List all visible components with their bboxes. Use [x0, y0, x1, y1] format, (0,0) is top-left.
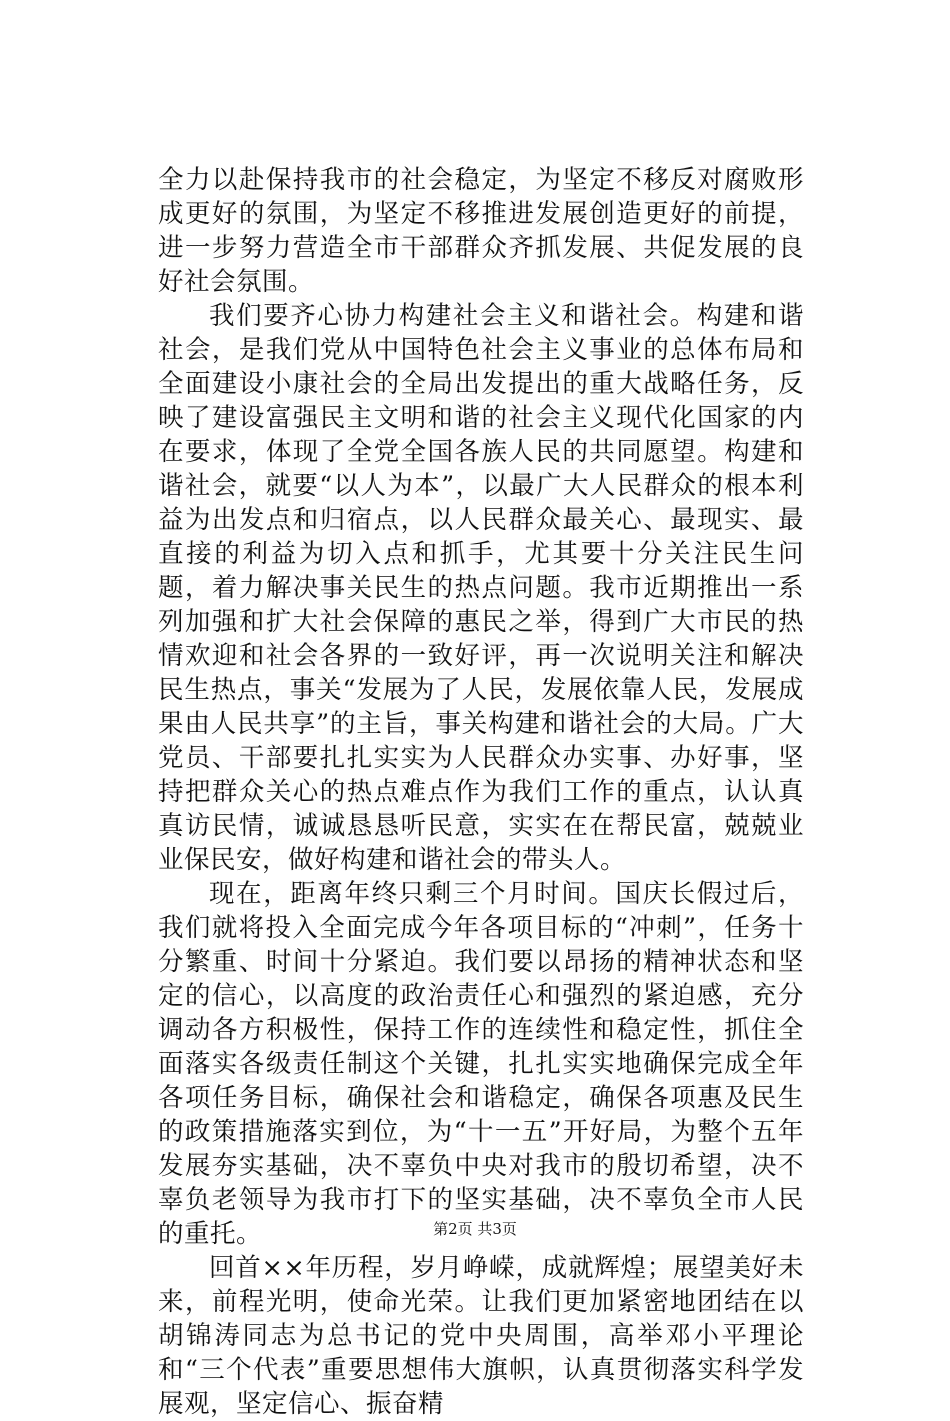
paragraph-1: 全力以赴保持我市的社会稳定，为坚定不移反对腐败形成更好的氛围，为坚定不移推进发展创造更好的前提，进一步努力营造全市干部群众齐抓发展、共促发展的良好社会氛围。: [158, 165, 804, 297]
paragraph-2: 我们要齐心协力构建社会主义和谐社会。构建和谐社会，是我们党从中国特色社会主义事业的总体布局和全面建设小康社会的全局出发提出的重大战略任务，反映了建设富强民主文明和谐的社会主义现代化国家的内在要求，体现了全党全国各族人民的共同愿望。构建和谐社会，就要“以人为本”，以最广大人民群众的根本利益为出发点和归宿点，以人民群众最关心、最现实、最直接的利益为切入点和抓手，尤其要十分关注民生问题，着力解决事关民生的热点问题。我市近期推出一系列加强和扩大社会保障的惠民之举，得到广大市民的热情欢迎和社会各界的一致好评，再一次说明关注和解决民生热点，事关“发展为了人民，发展依靠人民，发展成果由人民共享”的主旨，事关构建和谐社会的大局。广大党员、干部要扎扎实实为人民群众办实事、办好事，坚持把群众关心的热点难点作为我们工作的重点，认认真真访民情，诚诚恳恳听民意，实实在在帮民富，兢兢业业保民安，做好构建和谐社会的带头人。: [158, 301, 804, 875]
paragraph-4: 回首××年历程，岁月峥嵘，成就辉煌；展望美好未来，前程光明，使命光荣。让我们更加紧密地团结在以胡锦涛同志为总书记的党中央周围，高举邓小平理论和“三个代表”重要思想伟大旗帜，认真贯彻落实科学发展观，坚定信心、振奋精: [158, 1253, 804, 1419]
paragraph-3: 现在，距离年终只剩三个月时间。国庆长假过后，我们就将投入全面完成今年各项目标的“冲刺”，任务十分繁重、时间十分紧迫。我们要以昂扬的精神状态和坚定的信心，以高度的政治责任心和强烈的紧迫感，充分调动各方积极性，保持工作的连续性和稳定性，抓住全面落实各级责任制这个关键，扎扎实实地确保完成全年各项任务目标，确保社会和谐稳定，确保各项惠及民生的政策措施落实到位，为“十一五”开好局，为整个五年发展夯实基础，决不辜负中央对我市的殷切希望，决不辜负老领导为我市打下的坚实基础，决不辜负全市人民的重托。: [158, 879, 804, 1249]
page-number-footer: 第2页 共3页: [433, 1220, 517, 1238]
